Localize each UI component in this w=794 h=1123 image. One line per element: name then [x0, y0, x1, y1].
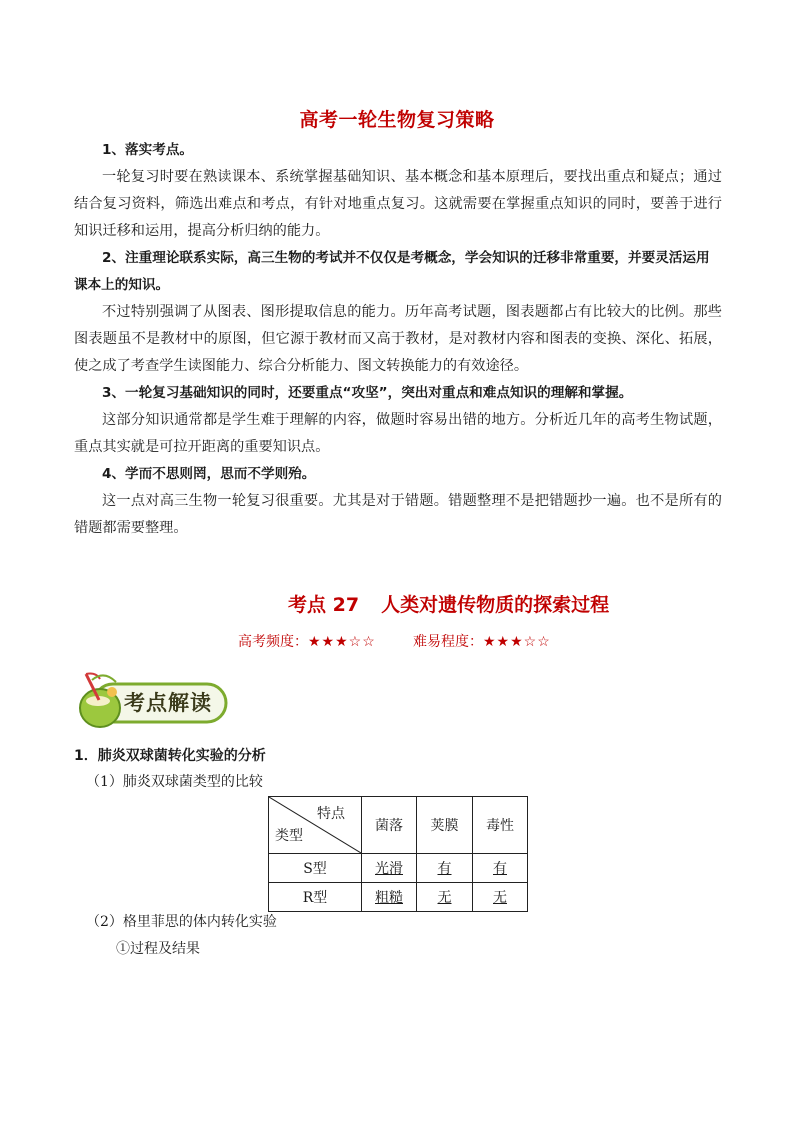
table-corner-cell	[269, 797, 362, 854]
difficulty-rating	[413, 631, 551, 651]
analysis-subheading-3: ①过程及结果	[116, 941, 200, 957]
frequency-rating	[238, 631, 376, 651]
section-paragraph: 这部分知识通常都是学生难于理解的内容，做题时容易出错的地方。分析近几年的高考生物试题，重点其实就是可拉开距离的重要知识点。	[74, 412, 722, 455]
frequency-label: 高考频度：	[238, 634, 308, 650]
table-cell: 光滑	[362, 854, 417, 883]
table-cell: 有	[417, 854, 473, 883]
analysis-subheading-2: （2）格里菲思的体内转化实验	[86, 914, 277, 930]
table-header-cell: 毒性	[473, 797, 528, 854]
table-row	[269, 883, 528, 912]
bacteria-comparison-table	[268, 796, 528, 912]
page-title: 高考一轮生物复习策略	[299, 109, 495, 131]
section-heading: 1、落实考点。	[102, 142, 194, 158]
strategy-section-2	[74, 245, 722, 380]
corner-bottom-label: 类型	[275, 828, 303, 844]
table-cell: 有	[473, 854, 528, 883]
section-paragraph: 不过特别强调了从图表、图形提取信息的能力。历年高考试题，图表题都占有比较大的比例。那些图表题虽不是教材中的原图，但它源于教材而又高于教材，是对教材内容和图表的变换、深化、拓展，使之成了考查学生读图能力、综合分析能力、图文转换能力的有效途径。	[74, 304, 722, 374]
table-header-cell: 菌落	[362, 797, 417, 854]
strategy-section-1	[74, 137, 722, 245]
section-heading: 2、注重理论联系实际，高三生物的考试并不仅仅是考概念，学会知识的迁移非常重要，并要灵活运用课本上的知识。	[74, 250, 710, 293]
badge-label: 考点解读	[124, 691, 212, 715]
topic-badge	[72, 670, 232, 732]
table-cell: 粗糙	[362, 883, 417, 912]
strategy-section-3	[74, 380, 722, 461]
difficulty-stars: ★★★☆☆	[483, 634, 551, 650]
section-heading: 3、一轮复习基础知识的同时，还要重点“攻坚”，突出对重点和难点知识的理解和掌握。	[102, 385, 633, 401]
table-row	[269, 854, 528, 883]
table-cell: 无	[473, 883, 528, 912]
difficulty-label: 难易程度：	[413, 634, 483, 650]
table-row-type: S型	[269, 854, 362, 883]
corner-top-label: 特点	[317, 806, 345, 822]
topic-title	[288, 590, 609, 617]
table-cell: 无	[417, 883, 473, 912]
topic-number: 考点 27	[288, 594, 360, 616]
table-header-row	[269, 797, 528, 854]
table-header-cell: 荚膜	[417, 797, 473, 854]
section-heading: 4、学而不思则罔，思而不学则殆。	[102, 466, 316, 482]
section-paragraph: 这一点对高三生物一轮复习很重要。尤其是对于错题。错题整理不是把错题抄一遍。也不是所有的错题都需要整理。	[74, 493, 722, 536]
table-row-type: R型	[269, 883, 362, 912]
analysis-heading: 1．肺炎双球菌转化实验的分析	[74, 748, 266, 764]
analysis-subheading-1: （1）肺炎双球菌类型的比较	[86, 774, 263, 790]
frequency-stars: ★★★☆☆	[308, 634, 376, 650]
topic-name: 人类对遗传物质的探索过程	[381, 594, 610, 616]
section-paragraph: 一轮复习时要在熟读课本、系统掌握基础知识、基本概念和基本原理后，要找出重点和疑点；通过结合复习资料，筛选出难点和考点，有针对地重点复习。这就需要在掌握重点知识的同时，要善于进行知识迁移和运用，提高分析归纳的能力。	[74, 169, 722, 239]
strategy-section-4	[74, 461, 722, 542]
